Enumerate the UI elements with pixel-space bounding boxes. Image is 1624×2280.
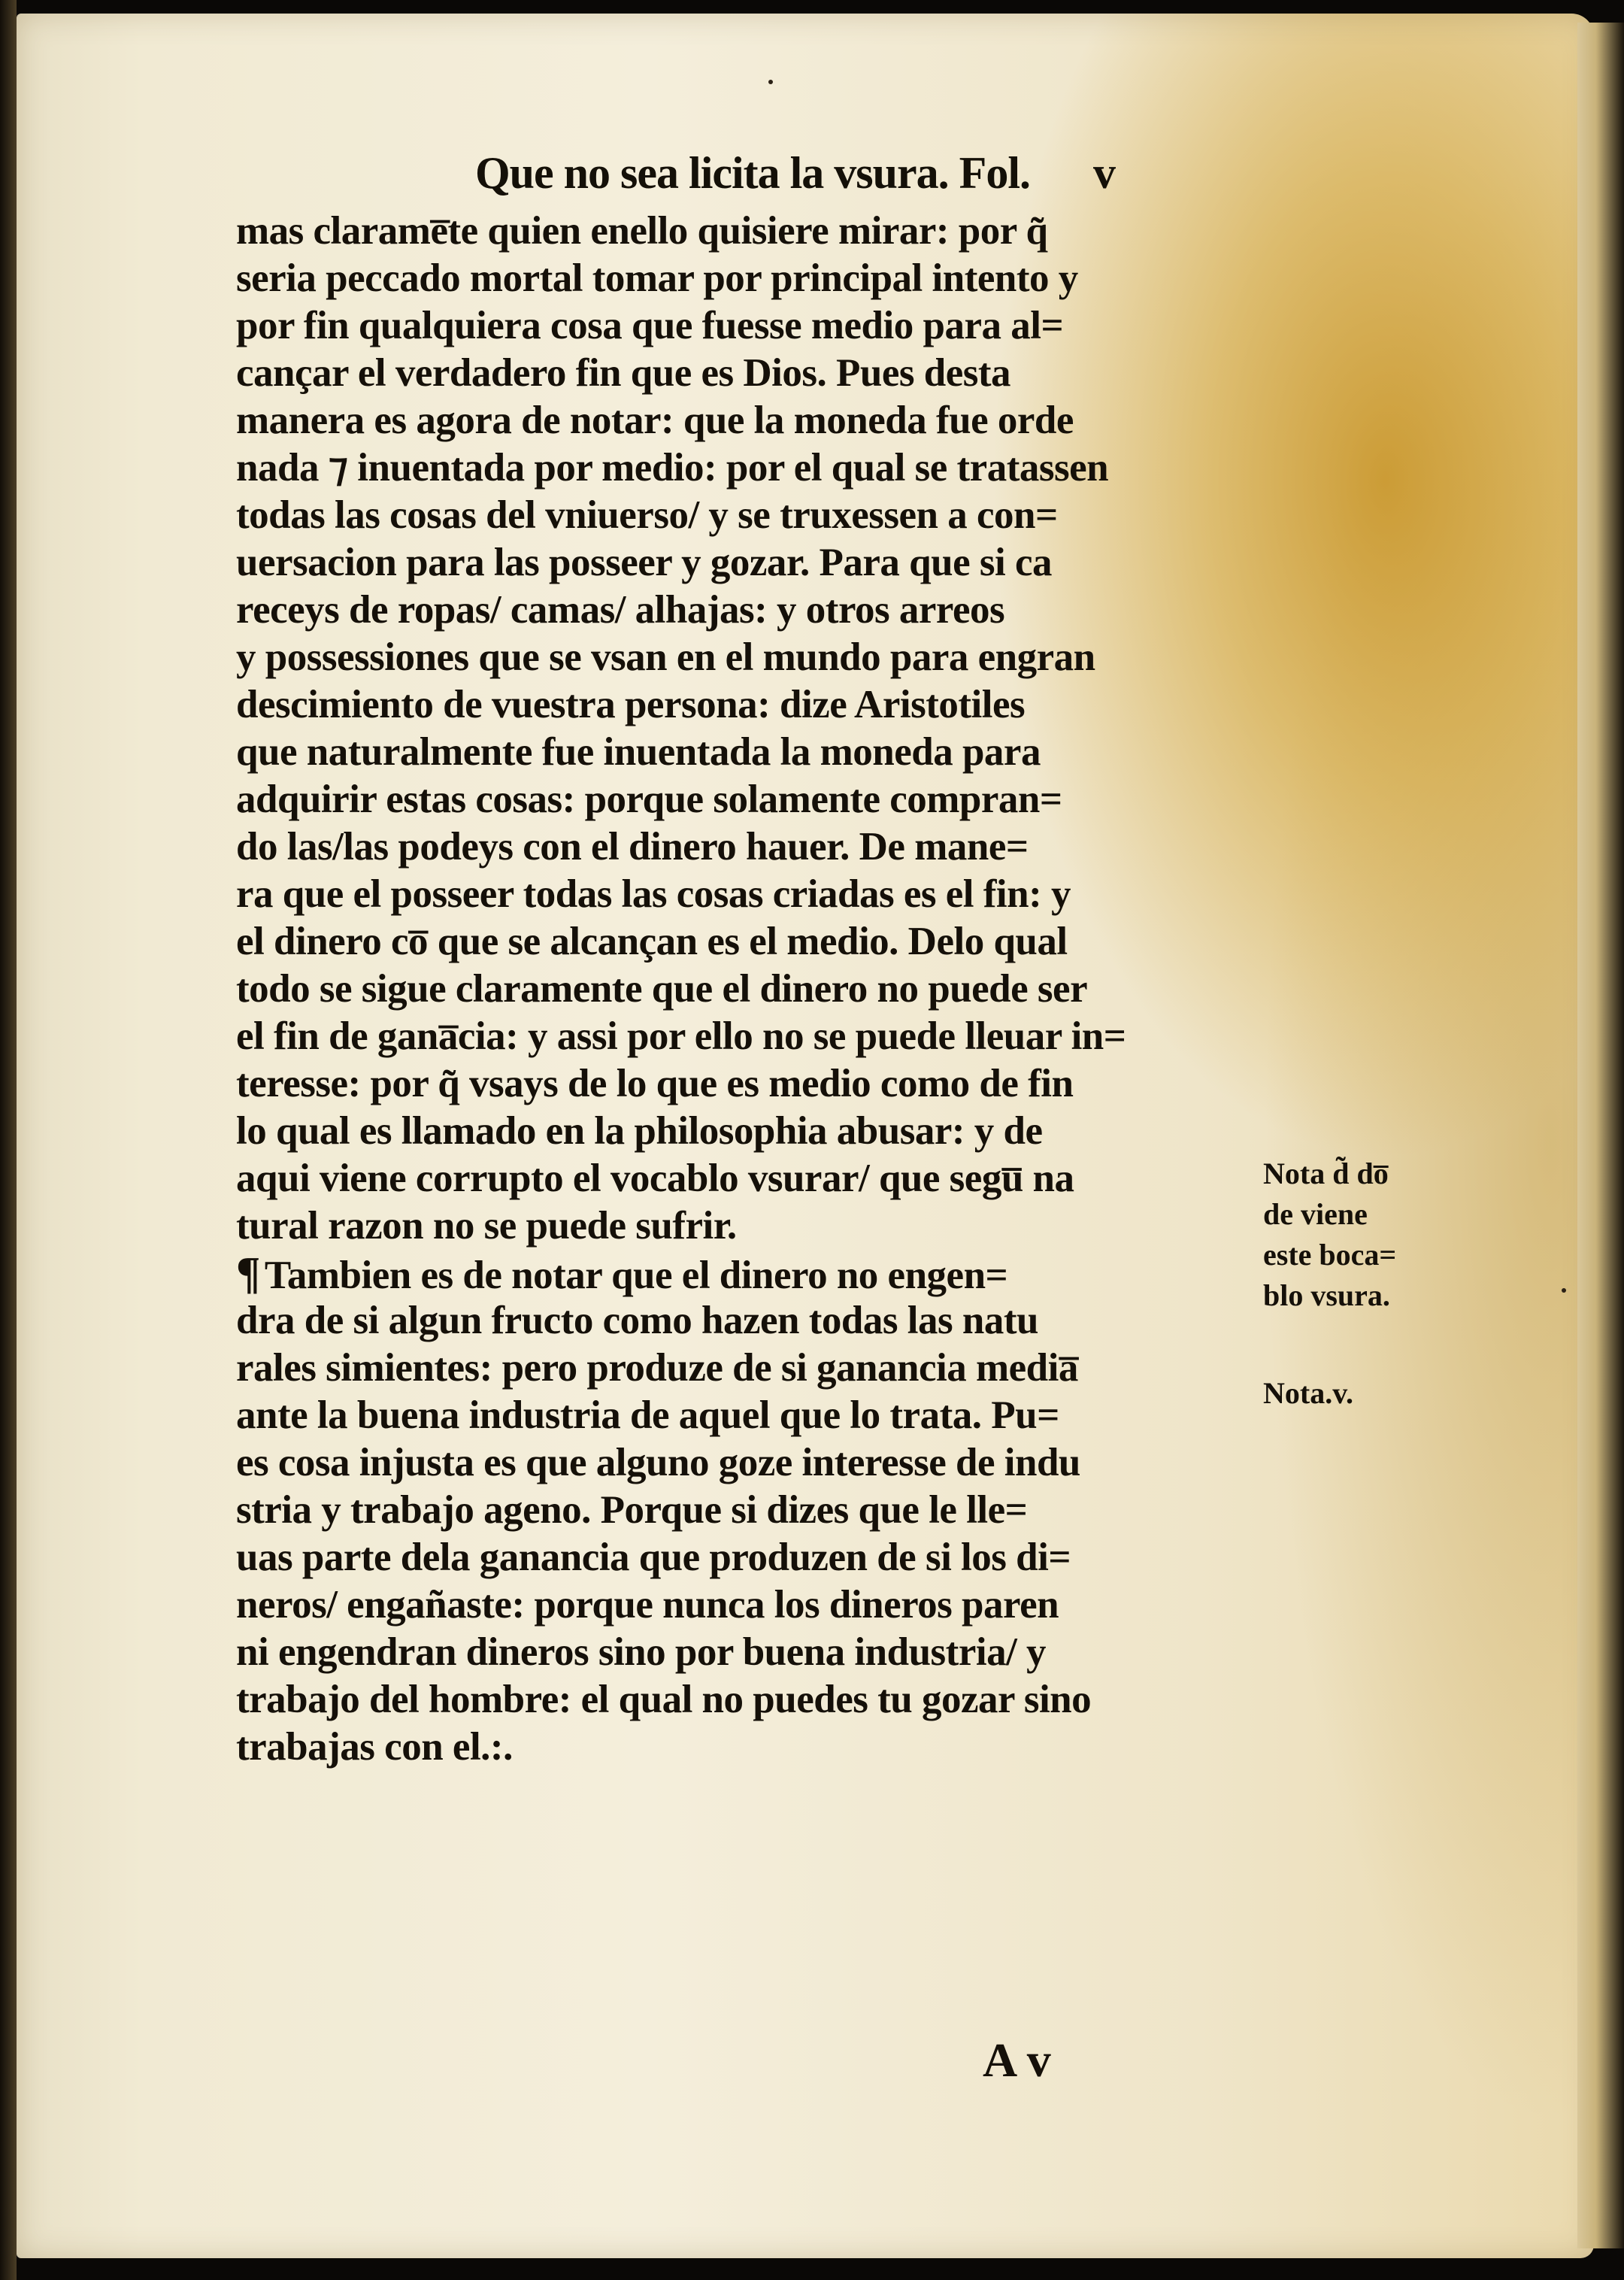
paragraph-2 [236, 1250, 1259, 1771]
margin-note-line: Nota.v. [1263, 1376, 1353, 1410]
text-line: stria y trabajo ageno. Porque si dizes que le lle= [236, 1488, 1028, 1532]
margin-note-line: Nota d̃ do̅ [1263, 1157, 1389, 1190]
book-page [17, 14, 1594, 2258]
folio-label: Fol. [959, 148, 1030, 198]
text-line: seria peccado mortal tomar por principal intento y [236, 256, 1078, 300]
text-line [236, 1250, 1259, 1297]
text-line: aqui viene corrupto el vocablo vsurar/ que segu̅ na [236, 1157, 1074, 1200]
signature-mark: A v [983, 2033, 1051, 2087]
text-line: nada ⁊ inuentada por medio: por el qual se tratassen [236, 446, 1109, 490]
text-line: lo qual es llamado en la philosophia abusar: y de [236, 1109, 1043, 1153]
text-line: adquirir estas cosas: porque solamente compran= [236, 778, 1062, 821]
text-line: descimiento de vuestra persona: dize Aristotiles [236, 683, 1026, 726]
text-line: receys de ropas/ camas/ alhajas: y otros arreos [236, 588, 1005, 632]
text-line: el fin de gana̅cia: y assi por ello no se puede lleuar in= [236, 1014, 1126, 1058]
text-line: trabajas con el.:. [236, 1725, 513, 1769]
text-line: uersacion para las posseer y gozar. Para que si ca [236, 541, 1052, 584]
ink-speck [768, 80, 773, 84]
paragraph-mark: ¶ [236, 1248, 260, 1298]
text-line: trabajo del hombre: el qual no puedes tu gozar sino [236, 1678, 1092, 1721]
running-header [475, 147, 1115, 199]
text-line: ra que el posseer todas las cosas criadas es el fin: y [236, 872, 1071, 916]
text-line: por fin qualquiera cosa que fuesse medio para al= [236, 304, 1064, 347]
text-line: ante la buena industria de aquel que lo trata. Pu= [236, 1393, 1059, 1437]
margin-note-line: blo vsura. [1263, 1278, 1390, 1312]
ink-speck [1562, 1288, 1566, 1293]
paragraph-1 [236, 208, 1259, 1250]
text-line: tural razon no se puede sufrir. [236, 1204, 737, 1248]
text-line: y possessiones que se vsan en el mundo para engran [236, 635, 1095, 679]
main-text-block [236, 208, 1259, 1771]
text-line: dra de si algun fructo como hazen todas las natu [236, 1299, 1038, 1342]
text-line: todo se sigue claramente que el dinero no puede ser [236, 967, 1088, 1011]
text-line: manera es agora de notar: que la moneda fue orde [236, 399, 1074, 442]
text-line: todas las cosas del vniuerso/ y se truxessen a con= [236, 493, 1058, 537]
margin-note-vsura [1263, 1154, 1396, 1316]
book-spine-edge [0, 0, 17, 2280]
text-line-content: Tambien es de notar que el dinero no engen= [264, 1254, 1008, 1297]
margin-note-line: de viene [1263, 1197, 1368, 1231]
text-line: cançar el verdadero fin que es Dios. Pues desta [236, 351, 1011, 395]
text-line: neros/ engañaste: porque nunca los dineros paren [236, 1583, 1059, 1627]
facing-page-edge [1577, 23, 1624, 2248]
margin-note-nota-v [1263, 1373, 1353, 1414]
text-line: do las/las podeys con el dinero hauer. De mane= [236, 825, 1029, 869]
text-line: es cosa injusta es que alguno goze interesse de indu [236, 1441, 1080, 1484]
text-line: el dinero co̅ que se alcançan es el medio. Delo qual [236, 920, 1068, 963]
margin-note-line: este boca= [1263, 1238, 1397, 1272]
text-line: mas clarame̅te quien enello quisiere mirar: por q̃ [236, 209, 1048, 253]
text-line: rales simientes: pero produze de si ganancia media̅ [236, 1346, 1078, 1390]
text-line: uas parte dela ganancia que produzen de si los di= [236, 1536, 1071, 1579]
text-line: que naturalmente fue inuentada la moneda para [236, 730, 1041, 774]
text-line: teresse: por q̃ vsays de lo que es medio como de fin [236, 1062, 1074, 1105]
running-title: Que no sea licita la vsura. [475, 148, 949, 198]
folio-number: v [1093, 148, 1115, 198]
text-line: ni engendran dineros sino por buena industria/ y [236, 1630, 1047, 1674]
